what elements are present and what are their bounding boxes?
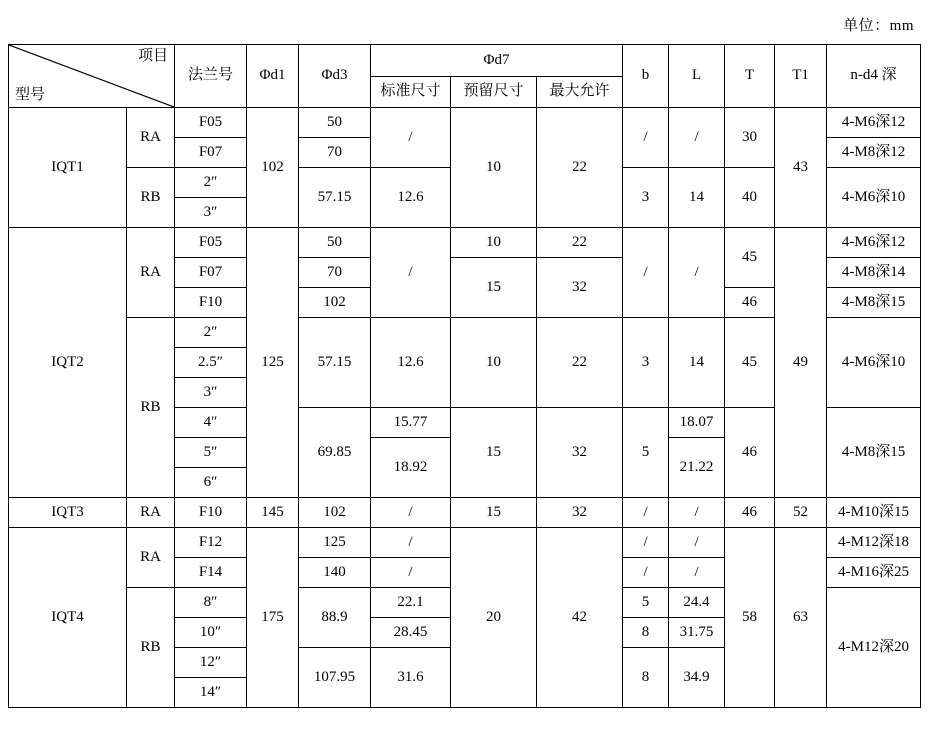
d7-max-value: 32 xyxy=(537,258,623,318)
model-iqt3: IQT3 xyxy=(9,498,127,528)
T-value: 30 xyxy=(725,108,775,168)
subtype-ra: RA xyxy=(127,528,175,588)
L-value: 18.07 xyxy=(669,408,725,438)
d7-standard-value: / xyxy=(371,498,451,528)
d1-value: 175 xyxy=(247,528,299,708)
nd4-value: 4-M8深15 xyxy=(827,288,921,318)
model-iqt1: IQT1 xyxy=(9,108,127,228)
subtype-ra: RA xyxy=(127,108,175,168)
d7-standard-value: 15.77 xyxy=(371,408,451,438)
table-header-row-1 xyxy=(9,45,921,77)
d7-max-value: 42 xyxy=(537,528,623,708)
flange-8in: 8″ xyxy=(175,588,247,618)
flange-2in: 2″ xyxy=(175,318,247,348)
header-nd4: n-d4 深 xyxy=(827,45,921,108)
d3-value: 107.95 xyxy=(299,648,371,708)
flange-3in: 3″ xyxy=(175,378,247,408)
T-value: 58 xyxy=(725,528,775,708)
flange-6in: 6″ xyxy=(175,468,247,498)
flange-2p5in: 2.5″ xyxy=(175,348,247,378)
b-value: / xyxy=(623,558,669,588)
flange-f10: F10 xyxy=(175,288,247,318)
d7-standard-value: / xyxy=(371,108,451,168)
header-b: b xyxy=(623,45,669,108)
b-value: / xyxy=(623,498,669,528)
d7-standard-value: 31.6 xyxy=(371,648,451,708)
flange-f07: F07 xyxy=(175,138,247,168)
flange-5in: 5″ xyxy=(175,438,247,468)
T-value: 46 xyxy=(725,408,775,498)
flange-10in: 10″ xyxy=(175,618,247,648)
nd4-value: 4-M8深12 xyxy=(827,138,921,168)
specification-table xyxy=(8,44,921,708)
model-iqt4: IQT4 xyxy=(9,528,127,708)
d7-reserved-value: 20 xyxy=(451,528,537,708)
nd4-value: 4-M6深12 xyxy=(827,108,921,138)
L-value: 24.4 xyxy=(669,588,725,618)
header-d3: Φd3 xyxy=(299,45,371,108)
T-value: 45 xyxy=(725,318,775,408)
T-value: 46 xyxy=(725,498,775,528)
d7-reserved-value: 15 xyxy=(451,408,537,498)
d7-standard-value: / xyxy=(371,228,451,318)
d7-reserved-value: 15 xyxy=(451,498,537,528)
d7-reserved-value: 15 xyxy=(451,258,537,318)
b-value: 3 xyxy=(623,318,669,408)
flange-f05: F05 xyxy=(175,228,247,258)
L-value: / xyxy=(669,528,725,558)
corner-top-label: 项目 xyxy=(137,48,168,64)
L-value: 34.9 xyxy=(669,648,725,708)
d1-value: 145 xyxy=(247,498,299,528)
nd4-value: 4-M8深14 xyxy=(827,258,921,288)
L-value: / xyxy=(669,558,725,588)
nd4-value: 4-M16深25 xyxy=(827,558,921,588)
header-d7-max: 最大允许 xyxy=(537,76,623,108)
header-d7-standard: 标准尺寸 xyxy=(371,76,451,108)
b-value: 8 xyxy=(623,648,669,708)
header-d7-reserved: 预留尺寸 xyxy=(451,76,537,108)
table-row xyxy=(9,498,921,528)
b-value: / xyxy=(623,108,669,168)
flange-f14: F14 xyxy=(175,558,247,588)
subtype-rb: RB xyxy=(127,318,175,498)
b-value: 5 xyxy=(623,588,669,618)
unit-note xyxy=(843,14,914,35)
d3-value: 50 xyxy=(299,108,371,138)
L-value: 31.75 xyxy=(669,618,725,648)
d3-value: 102 xyxy=(299,498,371,528)
header-T1: T1 xyxy=(775,45,827,108)
d1-value: 102 xyxy=(247,108,299,228)
b-value: / xyxy=(623,228,669,318)
T1-value: 63 xyxy=(775,528,827,708)
unit-label: 单位： xyxy=(843,18,890,34)
d7-max-value: 32 xyxy=(537,408,623,498)
nd4-value: 4-M6深12 xyxy=(827,228,921,258)
d3-value: 88.9 xyxy=(299,588,371,648)
d7-max-value: 22 xyxy=(537,228,623,258)
d7-max-value: 32 xyxy=(537,498,623,528)
nd4-value: 4-M6深10 xyxy=(827,318,921,408)
nd4-value: 4-M8深15 xyxy=(827,408,921,498)
d7-standard-value: / xyxy=(371,558,451,588)
d3-value: 70 xyxy=(299,138,371,168)
d3-value: 57.15 xyxy=(299,318,371,408)
d7-max-value: 22 xyxy=(537,318,623,408)
d7-standard-value: / xyxy=(371,528,451,558)
T-value: 40 xyxy=(725,168,775,228)
d3-value: 50 xyxy=(299,228,371,258)
d7-standard-value: 18.92 xyxy=(371,438,451,498)
table-row xyxy=(9,108,921,138)
d7-reserved-value: 10 xyxy=(451,228,537,258)
d7-reserved-value: 10 xyxy=(451,108,537,228)
flange-2in: 2″ xyxy=(175,168,247,198)
header-T: T xyxy=(725,45,775,108)
header-d1: Φd1 xyxy=(247,45,299,108)
subtype-rb: RB xyxy=(127,168,175,228)
d3-value: 57.15 xyxy=(299,168,371,228)
flange-3in: 3″ xyxy=(175,198,247,228)
d7-standard-value: 12.6 xyxy=(371,318,451,408)
unit-value: mm xyxy=(889,18,914,34)
T1-value: 43 xyxy=(775,108,827,228)
table-row xyxy=(9,528,921,558)
flange-f12: F12 xyxy=(175,528,247,558)
d7-max-value: 22 xyxy=(537,108,623,228)
subtype-ra: RA xyxy=(127,228,175,318)
header-d7-group: Φd7 xyxy=(371,45,623,77)
header-flange-no: 法兰号 xyxy=(175,45,247,108)
nd4-value: 4-M12深18 xyxy=(827,528,921,558)
L-value: 21.22 xyxy=(669,438,725,498)
L-value: 14 xyxy=(669,168,725,228)
d3-value: 102 xyxy=(299,288,371,318)
nd4-value: 4-M10深15 xyxy=(827,498,921,528)
L-value: 14 xyxy=(669,318,725,408)
b-value: 5 xyxy=(623,408,669,498)
d7-standard-value: 22.1 xyxy=(371,588,451,618)
b-value: / xyxy=(623,528,669,558)
subtype-rb: RB xyxy=(127,588,175,708)
b-value: 8 xyxy=(623,618,669,648)
L-value: / xyxy=(669,498,725,528)
flange-f07: F07 xyxy=(175,258,247,288)
d3-value: 70 xyxy=(299,258,371,288)
corner-header-cell xyxy=(9,45,175,108)
T-value: 45 xyxy=(725,228,775,288)
d7-standard-value: 28.45 xyxy=(371,618,451,648)
T1-value: 49 xyxy=(775,228,827,498)
d3-value: 125 xyxy=(299,528,371,558)
flange-14in: 14″ xyxy=(175,678,247,708)
header-L: L xyxy=(669,45,725,108)
nd4-value: 4-M6深10 xyxy=(827,168,921,228)
d7-standard-value: 12.6 xyxy=(371,168,451,228)
b-value: 3 xyxy=(623,168,669,228)
flange-4in: 4″ xyxy=(175,408,247,438)
model-iqt2: IQT2 xyxy=(9,228,127,498)
d7-reserved-value: 10 xyxy=(451,318,537,408)
subtype-ra: RA xyxy=(127,498,175,528)
d3-value: 140 xyxy=(299,558,371,588)
T-value: 46 xyxy=(725,288,775,318)
L-value: / xyxy=(669,228,725,318)
flange-12in: 12″ xyxy=(175,648,247,678)
flange-f10: F10 xyxy=(175,498,247,528)
nd4-value: 4-M12深20 xyxy=(827,588,921,708)
corner-bottom-label: 型号 xyxy=(15,86,46,103)
L-value: / xyxy=(669,108,725,168)
T1-value: 52 xyxy=(775,498,827,528)
d3-value: 69.85 xyxy=(299,408,371,498)
table-row xyxy=(9,228,921,258)
flange-f05: F05 xyxy=(175,108,247,138)
d1-value: 125 xyxy=(247,228,299,498)
